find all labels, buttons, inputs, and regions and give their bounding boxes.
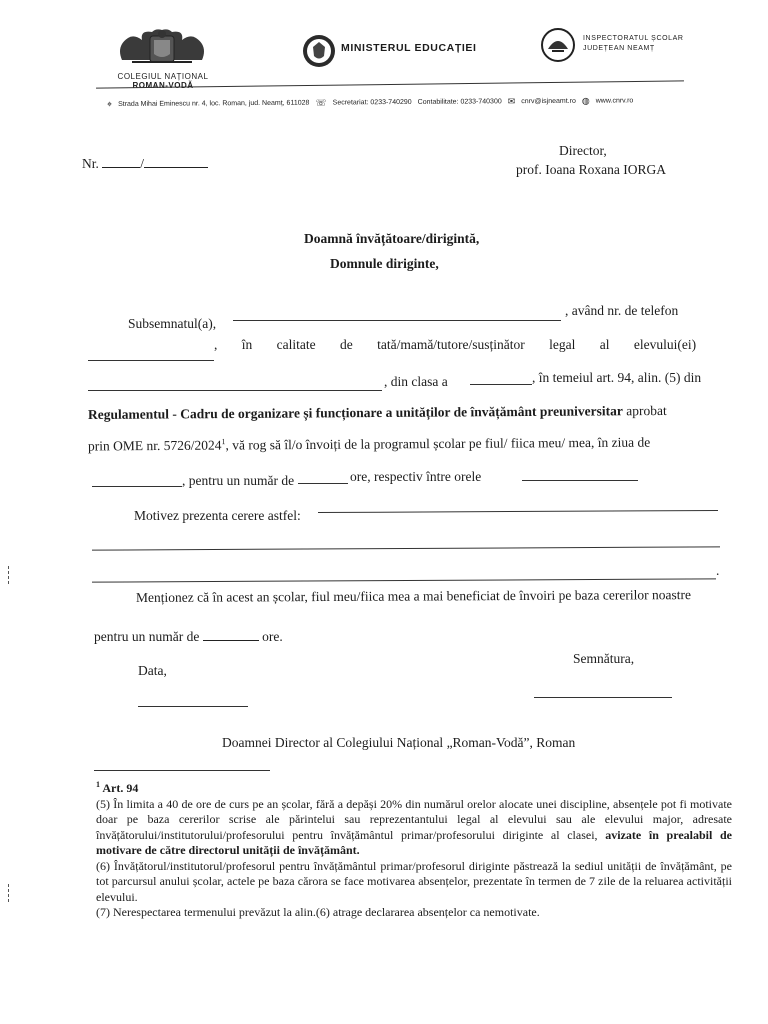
registration-number: Nr. / xyxy=(82,155,208,172)
footnote-title: $^1$ Art. 94 xyxy=(96,780,139,795)
date-field[interactable] xyxy=(138,706,248,707)
prior-leave-count-label: pentru un număr de ore. xyxy=(94,629,283,644)
hours-count-field[interactable] xyxy=(298,483,348,484)
footnote-paragraph-5: (5) În limita a 40 de ore de curs pe an școlar, fără a depăși 20% din numărul orelor alocate unei discipline, absențele pot fi motivate doar pe baza cererilor scrise ale părintelui sau reprezentantului legal al elevului sau ale elevului major, adresate învățătorului/institutorului/profesorului pentru învățământul primar/profesorului diriginte al clasei, avizate în prealabil de motivare de către directorul unității de învățământ. xyxy=(96,796,733,857)
globe-icon: ◍ xyxy=(581,95,590,106)
student-name-field[interactable] xyxy=(88,390,382,391)
footnote-ref: 1 xyxy=(221,437,226,447)
phone-label: , având nr. de telefon xyxy=(565,303,679,318)
reason-end-dot: . xyxy=(716,563,720,578)
email: cnrv@isjneamt.ro xyxy=(521,97,576,106)
prior-leave-count-field[interactable] xyxy=(203,628,259,641)
parent-name-field[interactable] xyxy=(233,320,561,321)
hours-count-label: , pentru un număr de xyxy=(182,473,295,488)
hours-interval-label: ore, respectiv între orele xyxy=(350,469,482,484)
signature-label: Semnătura, xyxy=(573,651,635,666)
inspectorate-line1: INSPECTORATUL ȘCOLAR xyxy=(583,35,684,42)
footnote-paragraph-6: (6) Învățătorul/institutorul/profesorul pentru învățământul primar/profesorul diriginte păstrează la sediul unității de învățământ, pe tot parcursul anului școlar, actele pe baza cărora se face motivarea absențelor, prezentate în termen de 7 zile de la reluarea activității elevului. xyxy=(96,858,732,904)
reason-field-line3[interactable] xyxy=(92,578,716,582)
director-title: Director, xyxy=(559,143,607,158)
scan-mark-left-upper xyxy=(8,566,10,584)
signature-field[interactable] xyxy=(534,697,672,698)
secretariat-phone: Secretariat: 0233-740290 xyxy=(332,98,412,107)
phone-icon: ☏ xyxy=(315,97,327,108)
absence-day-field[interactable] xyxy=(92,486,182,487)
email-icon: ✉ xyxy=(507,96,516,107)
accounting-phone: Contabilitate: 0233-740300 xyxy=(417,98,502,106)
request-text: prin OME nr. 5726/2024$^1$, vă rog să îl/o învoiți de la programul școlar pe fiul/ fiica meu/ mea, în ziua de xyxy=(87,434,651,454)
legal-basis-text: , în temeiul art. 94, alin. (5) din xyxy=(532,370,702,385)
footnote-separator xyxy=(94,770,270,771)
class-label: , din clasa a xyxy=(384,374,448,389)
reason-field-line2[interactable] xyxy=(92,546,720,550)
contact-row xyxy=(107,95,697,110)
director-name: prof. Ioana Roxana IORGA xyxy=(516,162,666,177)
school-name-line2: ROMAN-VODĂ xyxy=(132,81,194,90)
address: Strada Mihai Eminescu nr. 4, loc. Roman, jud. Neamț, 611028 xyxy=(118,99,310,108)
registration-number-blank[interactable] xyxy=(102,155,140,168)
salutation-line2: Domnule diriginte, xyxy=(330,256,439,271)
inspectorate-logo-icon xyxy=(540,27,576,63)
location-icon: ⌖ xyxy=(106,99,113,110)
registration-date-blank[interactable] xyxy=(144,155,208,168)
reason-field-line1[interactable] xyxy=(318,510,718,513)
phone-field[interactable] xyxy=(88,360,214,361)
ministry-name: MINISTERUL EDUCAȚIEI xyxy=(341,42,477,54)
prior-leave-statement: Menționez că în acest an școlar, fiul meu/fiica mea a mai beneficiat de învoiri pe baza cererilor noastre xyxy=(135,587,691,605)
date-label: Data, xyxy=(138,663,167,678)
parent-name-label: Subsemnatul(a), xyxy=(128,316,217,331)
website: www.cnrv.ro xyxy=(595,97,634,105)
regulation-text: Regulamentul - Cadru de organizare și funcționare a unităților de învățământ preuniversitar aprobat xyxy=(87,402,667,422)
director-block xyxy=(516,141,666,179)
guardian-role-text: , în calitate de tată/mamă/tutore/susținător legal al elevului(ei) xyxy=(214,337,697,352)
ministry-emblem-icon xyxy=(302,34,336,68)
hours-interval-field[interactable] xyxy=(522,480,638,481)
addressee: Doamnei Director al Colegiului Național „Roman-Vodă”, Roman xyxy=(222,735,576,750)
reason-label: Motivez prezenta cerere astfel: xyxy=(134,508,301,523)
school-crest-icon xyxy=(112,26,212,72)
class-field[interactable] xyxy=(470,384,532,385)
footnote xyxy=(96,777,732,921)
letterhead xyxy=(0,0,768,125)
school-name-line1: COLEGIUL NAȚIONAL xyxy=(117,72,209,81)
scan-mark-left-lower xyxy=(8,884,10,902)
inspectorate-line2: JUDEȚEAN NEAMȚ xyxy=(583,45,655,52)
footnote-paragraph-7: (7) Nerespectarea termenului prevăzut la alin.(6) atrage declararea absențelor ca nemotivate. xyxy=(96,905,540,919)
salutation-line1: Doamnă învățătoare/dirigintă, xyxy=(304,231,480,246)
